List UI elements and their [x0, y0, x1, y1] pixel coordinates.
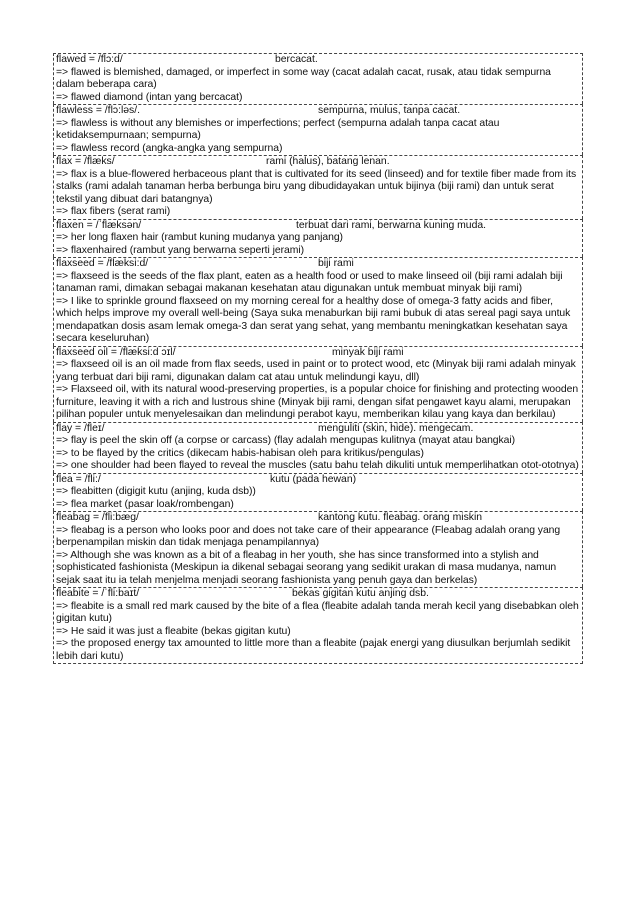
entry-line: => flaxenhaired (rambut yang berwarna seperti jerami) — [56, 244, 305, 256]
entry-line: => flawed is blemished, damaged, or imperfect in some way (cacat adalah cacat, rusak, atau tidak sempurna dalam beberapa cara) — [56, 66, 551, 90]
entry-line: => the proposed energy tax amounted to little more than a fleabite (pajak energi yang diusulkan berjumlah sedikit lebih dari kutu) — [56, 638, 571, 662]
entry-meaning: bekas gigitan kutu anjing dsb. — [292, 588, 429, 599]
entry-line: => fleabag is a person who looks poor and does not take care of their appearance (Fleabag adalah orang yang berpenampilan miskin dan tidak menjaga penampilannya) — [56, 524, 561, 548]
entry-term: flax = /flæks/ — [56, 156, 115, 167]
entry-term: fleabag = /fli:bæg/ — [56, 512, 139, 523]
entry-line: => flawed diamond (intan yang bercacat) — [56, 91, 243, 103]
entry-line: => fleabite is a small red mark caused by the bite of a flea (fleabite adalah tanda merah kecil yang disebabkan oleh gigitan kutu) — [56, 600, 579, 624]
entry-term: flea = /fli:/ — [56, 473, 101, 485]
entry-meaning: biji rami — [318, 258, 354, 269]
entry-line: => Although she was known as a bit of a fleabag in her youth, she has since transformed into a stylish and sophisticated fashionista (Meskipun ia dikenal sebagai seorang yang sedikit urakan di masa mudanya, namun sejak saat itu ia telah menjelma menjadi seorang fashionista yang penuh gaya dan berkelas) — [56, 549, 557, 586]
entry-line: => flax fibers (serat rami) — [56, 206, 171, 217]
entry-term: flaxen = /ˈflæksən/ — [56, 219, 142, 231]
entry-line: => He said it was just a fleabite (bekas gigitan kutu) — [56, 625, 291, 637]
entry-line: => one shoulder had been flayed to reveal the muscles (satu bahu telah dikuliti untuk memperlihatkan otot-ototnya) — [56, 460, 579, 471]
entry-flax — [53, 155, 583, 219]
entry-term: fleabite = /ˈfli:baɪt/ — [56, 588, 140, 599]
dictionary-page — [53, 53, 583, 664]
entry-line: => flax is a blue-flowered herbaceous plant that is cultivated for its seed (linseed) and for textile fiber made from its stalks (rami adalah tanaman herba berbunga biru yang dibudidayakan untuk bijinya (biji rami) dan untuk serat tekstil yang dibuat dari batangnya) — [56, 168, 577, 205]
entry-meaning: rami (halus), batang lenan. — [266, 156, 390, 167]
entry-flawless — [53, 104, 583, 155]
entry-flaxseed-oil — [53, 346, 583, 422]
entry-header — [56, 423, 580, 436]
entry-fleabite — [53, 587, 583, 664]
entry-meaning: bercacat. — [275, 54, 318, 65]
entry-term: flawed = /flɔ:d/ — [56, 54, 123, 65]
entry-line: => her long flaxen hair (rambut kuning mudanya yang panjang) — [56, 232, 343, 243]
entry-term: flaxseed oil = /flæksi:d ɔɪl/ — [56, 346, 176, 358]
entry-line: => flaxseed oil is an oil made from flax seeds, used in paint or to protect wood, etc (Minyak biji rami adalah minyak yang terbuat dari biji rami, digunakan dalam cat atau untuk melindungi kayu, dll) — [56, 359, 576, 383]
entry-term: flay = /fleɪ/ — [56, 422, 105, 434]
entry-term: flaxseed = /flæksi:d/ — [56, 258, 149, 269]
entry-header — [56, 474, 580, 487]
entry-header — [56, 258, 580, 271]
entry-fleabag — [53, 511, 583, 587]
entry-line: => Flaxseed oil, with its natural wood-preserving properties, is a popular choice for finishing and protecting wooden furniture, leaving it with a rich and lustrous shine (Minyak biji rami, dengan sifat pengawet kayu alami, merupakan pilihan populer untuk menyelesaikan dan melindungi perabot kayu, memberikan kilau yang kaya dan berkilau) — [56, 384, 579, 420]
entry-header — [56, 347, 580, 360]
entry-line: => I like to sprinkle ground flaxseed on my morning cereal for a healthy dose of omega-3 fatty acids and fiber, which helps improve my overall well-being (Saya suka menaburkan biji rami bubuk di atas sereal pagi saya untuk mendapatkan dosis asam lemak omega-3 dan serat yang sehat, yang membantu meningkatkan kesehatan saya secara keseluruhan) — [56, 295, 571, 344]
entry-meaning: kutu (pada hewan) — [270, 473, 357, 485]
entry-flay — [53, 422, 583, 473]
entry-line: => flay is peel the skin off (a corpse or carcass) (flay adalah mengupas kulitnya (mayat atau bangkai) — [56, 435, 516, 446]
entry-flaxseed — [53, 257, 583, 346]
entry-header — [56, 156, 580, 169]
entry-line: => to be flayed by the critics (dikecam habis-habisan oleh para kritikus/pengulas) — [56, 447, 424, 459]
entry-term: flawless = /flɔ:ləs/. — [56, 105, 141, 116]
entry-line: => flaxseed is the seeds of the flax plant, eaten as a health food or used to make linseed oil (biji rami adalah biji tanaman rami, dimakan sebagai makanan kesehatan atau digunakan untuk membuat minyak biji rami) — [56, 270, 563, 294]
entry-header — [56, 54, 580, 67]
entry-flawed — [53, 53, 583, 104]
entry-header — [56, 512, 580, 525]
entry-line: => flawless is without any blemishes or imperfections; perfect (sempurna adalah tanpa cacat atau ketidaksempurnaan; sempurna) — [56, 117, 500, 141]
entry-line: => flea market (pasar loak/rombengan) — [56, 498, 234, 510]
entry-meaning: menguliti (skin, hide). mengecam. — [318, 422, 474, 434]
entry-line: => flawless record (angka-angka yang sempurna) — [56, 142, 283, 154]
entry-header — [56, 588, 580, 601]
entry-meaning: terbuat dari rami, berwarna kuning muda. — [296, 219, 487, 231]
entry-flaxen — [53, 219, 583, 258]
entry-meaning: minyak biji rami — [332, 346, 404, 358]
entry-header — [56, 220, 580, 233]
entry-meaning: kantong kutu. fleabag. orang miskin — [318, 512, 483, 523]
entry-flea — [53, 473, 583, 512]
entry-meaning: sempurna, mulus, tanpa cacat. — [318, 105, 461, 116]
entry-header — [56, 105, 580, 118]
entry-line: => fleabitten (digigit kutu (anjing, kuda dsb)) — [56, 486, 256, 497]
